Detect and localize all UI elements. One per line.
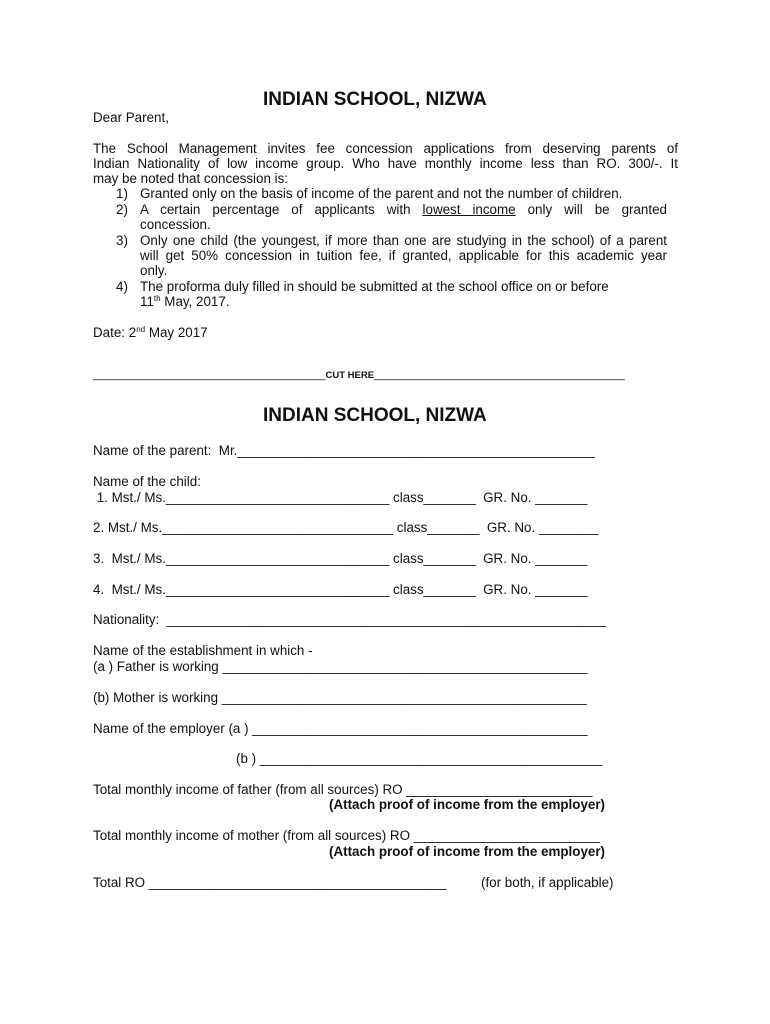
rule-3-line-1: Only one child (the youngest, if more than one are studying in the school) of a parent xyxy=(140,233,667,248)
child-1-field[interactable]: 1. Mst./ Ms.______________________________ class_______ GR. No. _______ xyxy=(93,490,588,505)
mother-working-field[interactable]: (b) Mother is working _________________________________________________ xyxy=(93,690,587,705)
cut-here-label: CUT HERE xyxy=(325,370,375,381)
child-3-field[interactable]: 3. Mst./ Ms.______________________________ class_______ GR. No. _______ xyxy=(93,551,588,566)
child-2-field[interactable]: 2. Mst./ Ms._______________________________ class_______ GR. No. ________ xyxy=(93,520,599,535)
nationality-field[interactable]: Nationality: ___________________________________________________________ xyxy=(93,612,607,627)
rule-2-number: 2) xyxy=(116,202,128,217)
father-working-field[interactable]: (a ) Father is working _________________________________________________ xyxy=(93,659,588,674)
rule-4-line-1: The proforma duly filled in should be submitted at the school office on or before xyxy=(140,279,609,294)
rule-1-number: 1) xyxy=(116,186,128,201)
intro-line-3: may be noted that concession is: xyxy=(93,171,289,186)
parent-name-field[interactable]: Name of the parent: Mr.________________________________________________ xyxy=(93,443,595,458)
rule-3-number: 3) xyxy=(116,233,128,248)
total-income-note: (for both, if applicable) xyxy=(481,875,614,890)
attach-proof-note-father: (Attach proof of income from the employer) xyxy=(329,797,606,812)
rule-2-continuation: concession. xyxy=(140,217,211,232)
employer-b-field[interactable]: (b ) ______________________________________________ xyxy=(236,751,603,766)
mother-income-field[interactable]: Total monthly income of mother (from all sources) RO _________________________ xyxy=(93,828,600,843)
father-income-field[interactable]: Total monthly income of father (from all sources) RO _________________________ xyxy=(93,782,593,797)
salutation: Dear Parent, xyxy=(93,110,169,125)
child-name-heading: Name of the child: xyxy=(93,474,201,489)
rule-3-line-2: will get 50% concession in tuition fee, if granted, applicable for this academic year xyxy=(140,248,667,263)
cut-here-line: ______________________________________CUT HERE_________________________________________ xyxy=(93,369,625,381)
rule-4-deadline: 11th May, 2017. xyxy=(140,294,230,309)
rule-4-number: 4) xyxy=(116,279,128,294)
establishment-heading: Name of the establishment in which - xyxy=(93,643,313,658)
rule-1-text: Granted only on the basis of income of the parent and not the number of children. xyxy=(140,186,623,201)
letter-date: Date: 2nd May 2017 xyxy=(93,325,208,340)
attach-proof-note-mother: (Attach proof of income from the employer) xyxy=(329,844,606,859)
intro-line-2: Indian Nationality of low income group. Who have monthly income less than RO. 300/-. It xyxy=(93,156,678,171)
form-title: INDIAN SCHOOL, NIZWA xyxy=(263,405,487,426)
employer-a-field[interactable]: Name of the employer (a ) _____________________________________________ xyxy=(93,721,588,736)
lowest-income-emphasis: lowest income xyxy=(422,202,516,217)
child-4-field[interactable]: 4. Mst./ Ms.______________________________ class_______ GR. No. _______ xyxy=(93,582,588,597)
total-income-field[interactable]: Total RO ________________________________________ xyxy=(93,875,447,890)
rule-3-line-3: only. xyxy=(140,263,168,278)
letter-title: INDIAN SCHOOL, NIZWA xyxy=(263,89,487,110)
rule-2-text: A certain percentage of applicants with lowest income only will be granted xyxy=(140,202,667,217)
intro-line-1: The School Management invites fee concession applications from deserving parents of xyxy=(93,141,678,156)
